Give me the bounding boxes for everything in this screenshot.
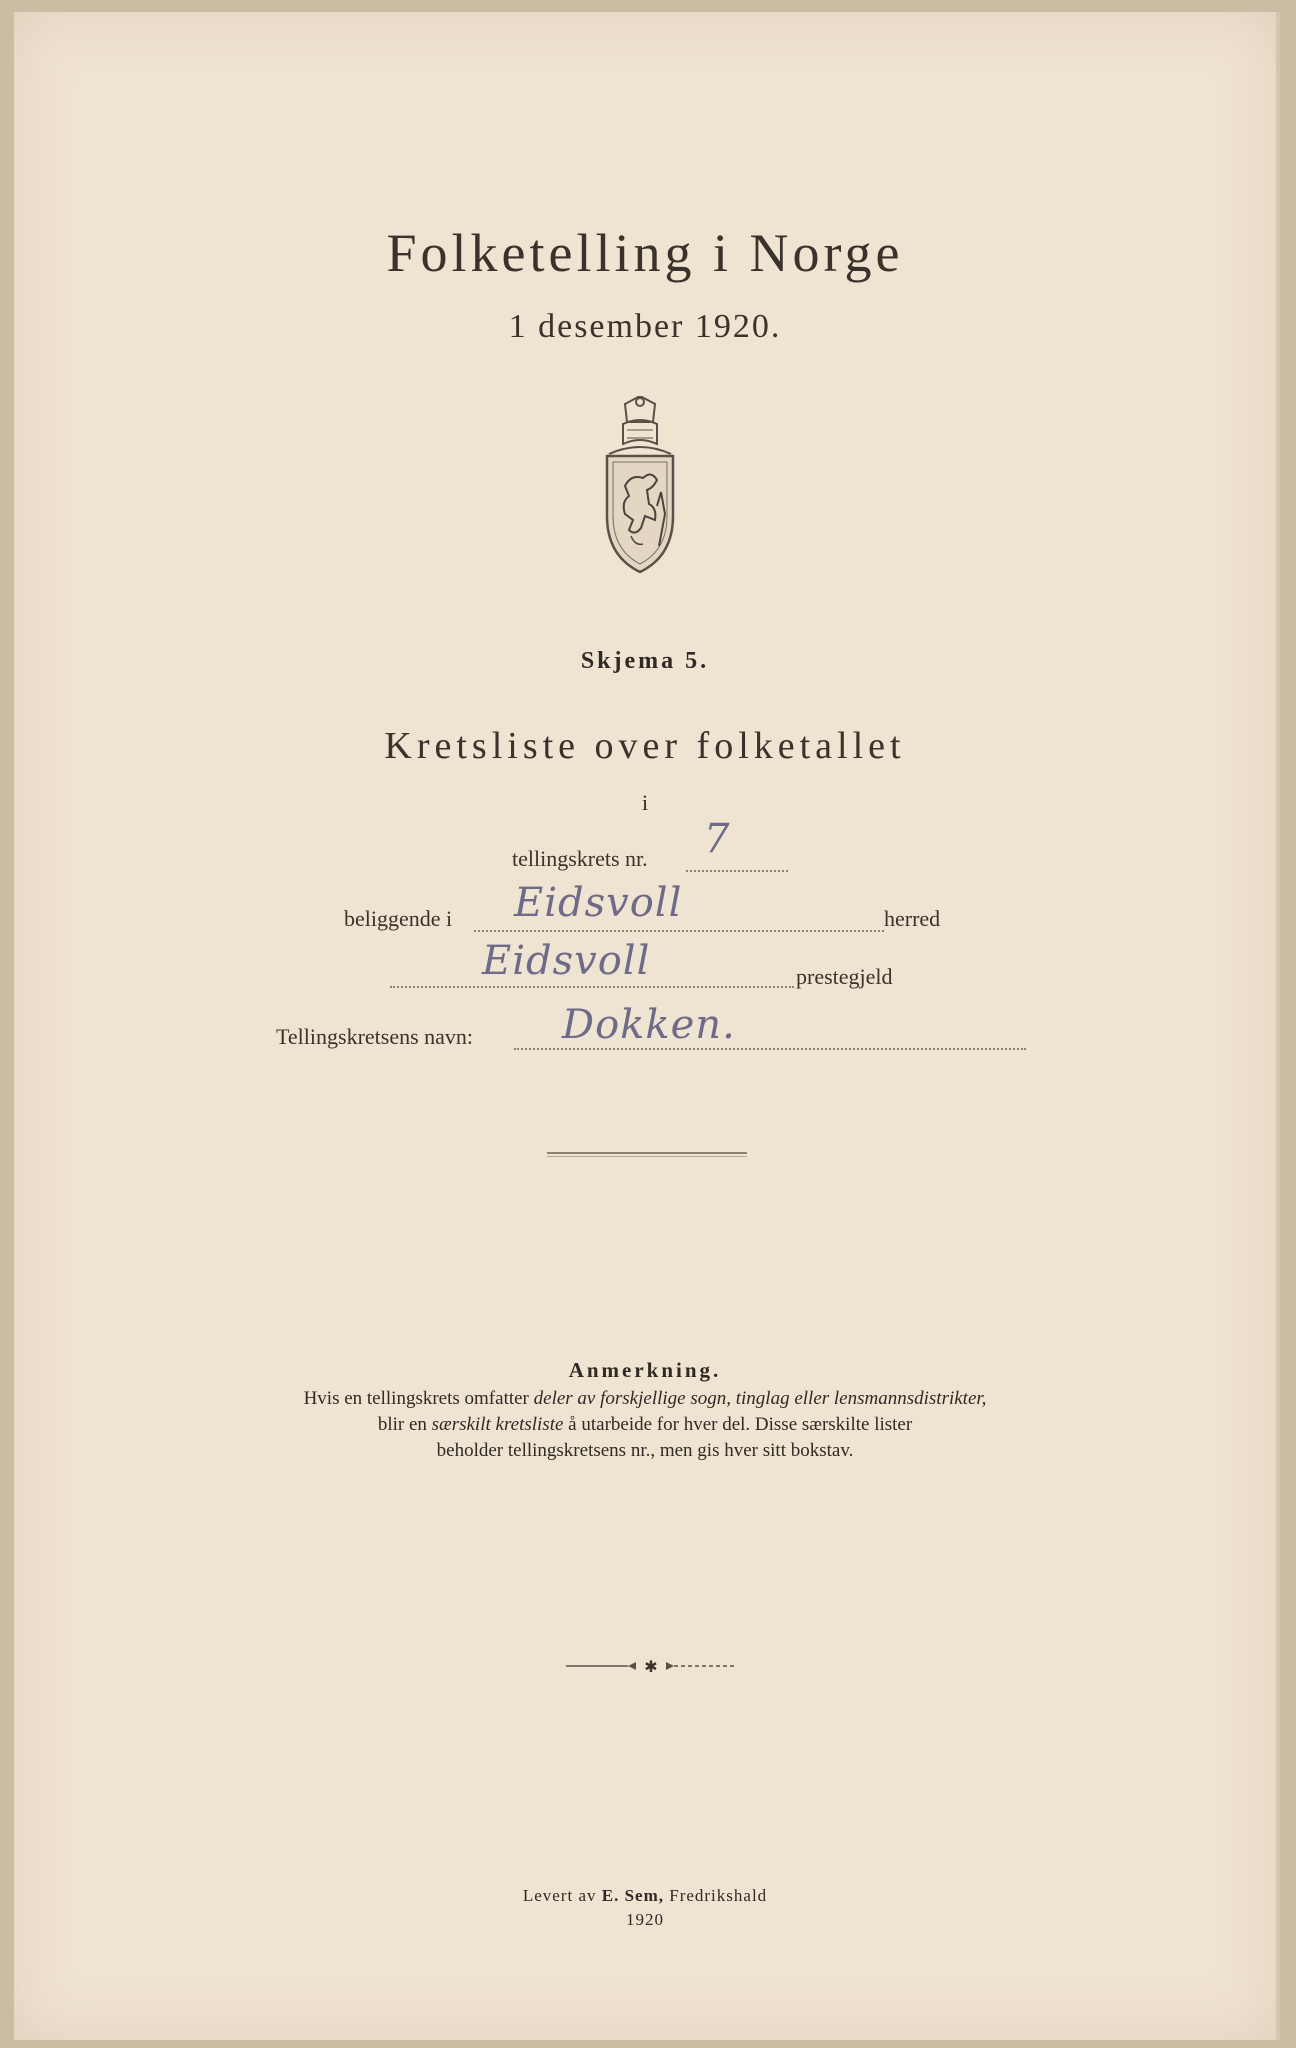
note-line-2-text-a: blir en — [377, 1414, 432, 1435]
herred-label: herred — [884, 906, 941, 931]
parish-label: prestegjeld — [796, 964, 893, 989]
note-line-2 — [14, 1412, 1276, 1438]
note-line-1-italic: deler av forskjellige sogn, tinglag eller lensmannsdistrikter, — [533, 1388, 987, 1409]
census-date: 1 desember 1920. — [508, 308, 782, 345]
section-divider-thin — [547, 1156, 747, 1157]
note-line-3: beholder tellingskretsens nr., men gis hver sitt bokstav. — [436, 1440, 854, 1461]
located-in-label: beliggende i — [344, 906, 453, 931]
district-name-field-line — [514, 1048, 1026, 1050]
located-in-value: Eidsvoll — [514, 880, 683, 926]
printer-credit — [14, 1886, 1276, 1906]
census-form-page — [14, 12, 1280, 2040]
note-line-1 — [14, 1386, 1276, 1412]
district-number-field-line — [686, 870, 788, 872]
note-line-2-text-b: å utarbeide for hver del. Disse særskilte lister — [563, 1414, 913, 1435]
form-schema-number: Skjema 5. — [580, 648, 710, 674]
svg-text:✱: ✱ — [644, 1657, 658, 1676]
located-in-field-line — [474, 930, 884, 932]
connector-text: i — [641, 790, 649, 815]
district-number-value: 7 — [704, 816, 731, 862]
district-name-value: Dokken. — [562, 1002, 736, 1048]
note-line-1-text: Hvis en tellingskrets omfatter — [303, 1388, 534, 1409]
print-year: 1920 — [626, 1910, 664, 1929]
district-number-label: tellingskrets nr. — [512, 846, 648, 871]
ornament-divider-icon — [566, 1656, 736, 1676]
norway-coat-of-arms-icon — [595, 396, 685, 576]
parish-field-line — [390, 986, 794, 988]
note-title: Anmerkning. — [568, 1358, 722, 1382]
page-title: Folketelling i Norge — [386, 223, 904, 283]
form-heading: Kretsliste over folketallet — [384, 725, 906, 767]
district-name-label: Tellingskretsens navn: — [276, 1024, 474, 1049]
parish-value: Eidsvoll — [482, 938, 651, 984]
printer-credit-prefix: Levert av — [522, 1886, 602, 1905]
printer-city: Fredrikshald — [663, 1886, 768, 1905]
printer-name: E. Sem, — [601, 1886, 664, 1905]
section-divider — [547, 1152, 747, 1154]
note-line-2-italic: særskilt kretsliste — [431, 1414, 564, 1435]
